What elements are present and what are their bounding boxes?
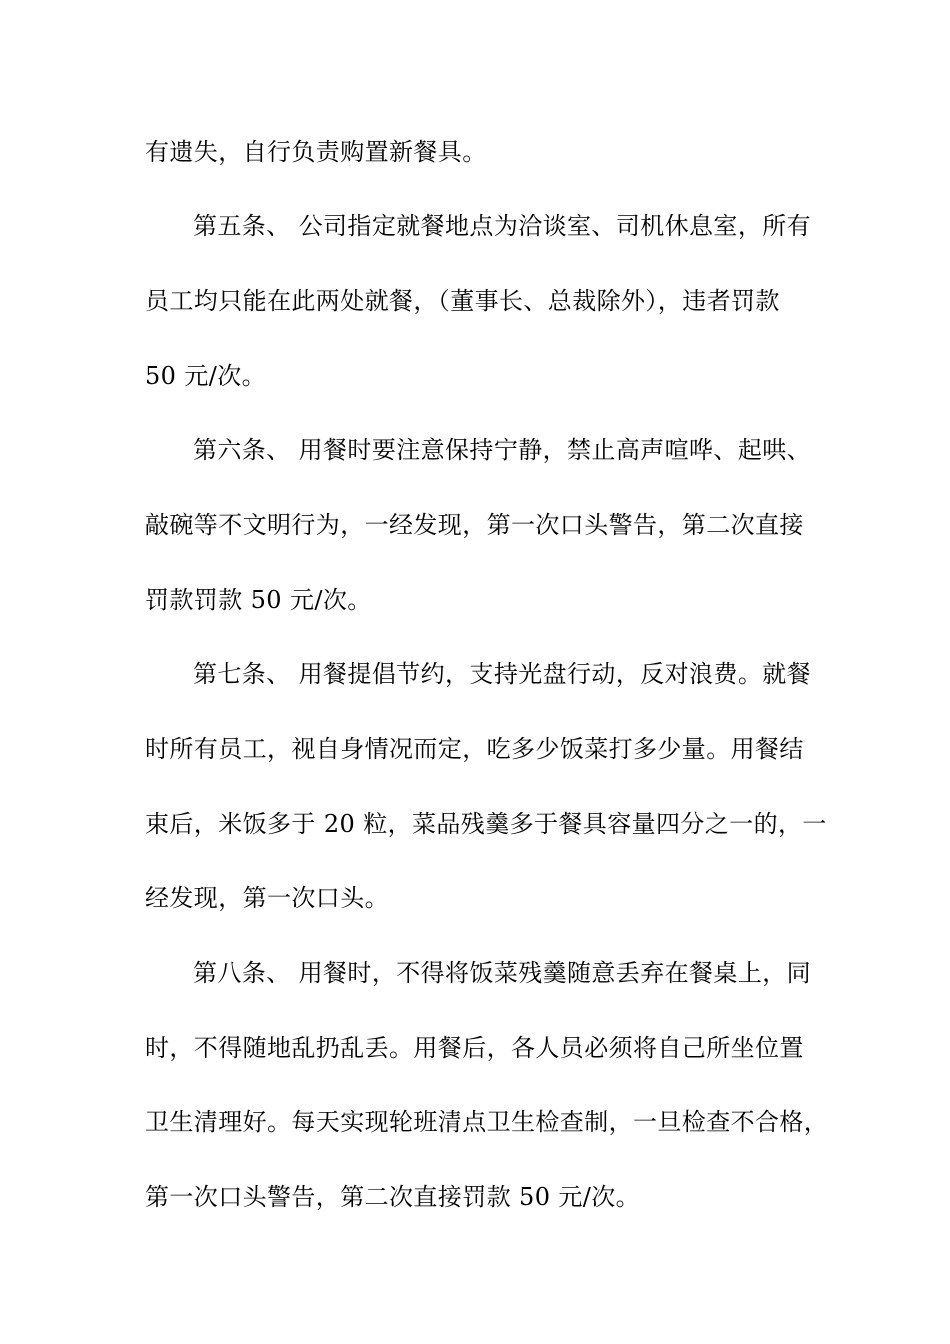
article-5-line: 第五条、 公司指定就餐地点为洽谈室、司机休息室，所有 (193, 212, 812, 240)
text-line: 员工均只能在此两处就餐，（董事长、总裁除外），违者罚款 (145, 287, 780, 315)
article-6-line: 第六条、 用餐时要注意保持宁静，禁止高声喧哗、起哄、 (193, 436, 812, 464)
text-line: 第一次口头警告，第二次直接罚款 50 元/次。 (145, 1183, 641, 1211)
text-line: 束后，米饭多于 20 粒，菜品残羹多于餐具容量四分之一的，一 (145, 810, 827, 838)
text-line: 卫生清理好。每天实现轮班清点卫生检查制，一旦检查不合格， (145, 1108, 829, 1136)
text-line: 敲碗等不文明行为，一经发现，第一次口头警告，第二次直接 (145, 511, 804, 539)
text-line: 时，不得随地乱扔乱丢。用餐后，各人员必须将自己所坐位置 (145, 1034, 804, 1062)
text-line: 有遗失，自行负责购置新餐具。 (145, 138, 487, 166)
article-8-line: 第八条、 用餐时，不得将饭菜残羹随意丢弃在餐桌上，同 (193, 959, 812, 987)
text-line: 50 元/次。 (145, 362, 267, 390)
text-line: 时所有员工，视自身情况而定，吃多少饭菜打多少量。用餐结 (145, 735, 804, 763)
text-line: 罚款罚款 50 元/次。 (145, 586, 372, 614)
article-7-line: 第七条、 用餐提倡节约，支持光盘行动，反对浪费。就餐 (193, 660, 812, 688)
text-line: 经发现，第一次口头。 (145, 884, 389, 912)
